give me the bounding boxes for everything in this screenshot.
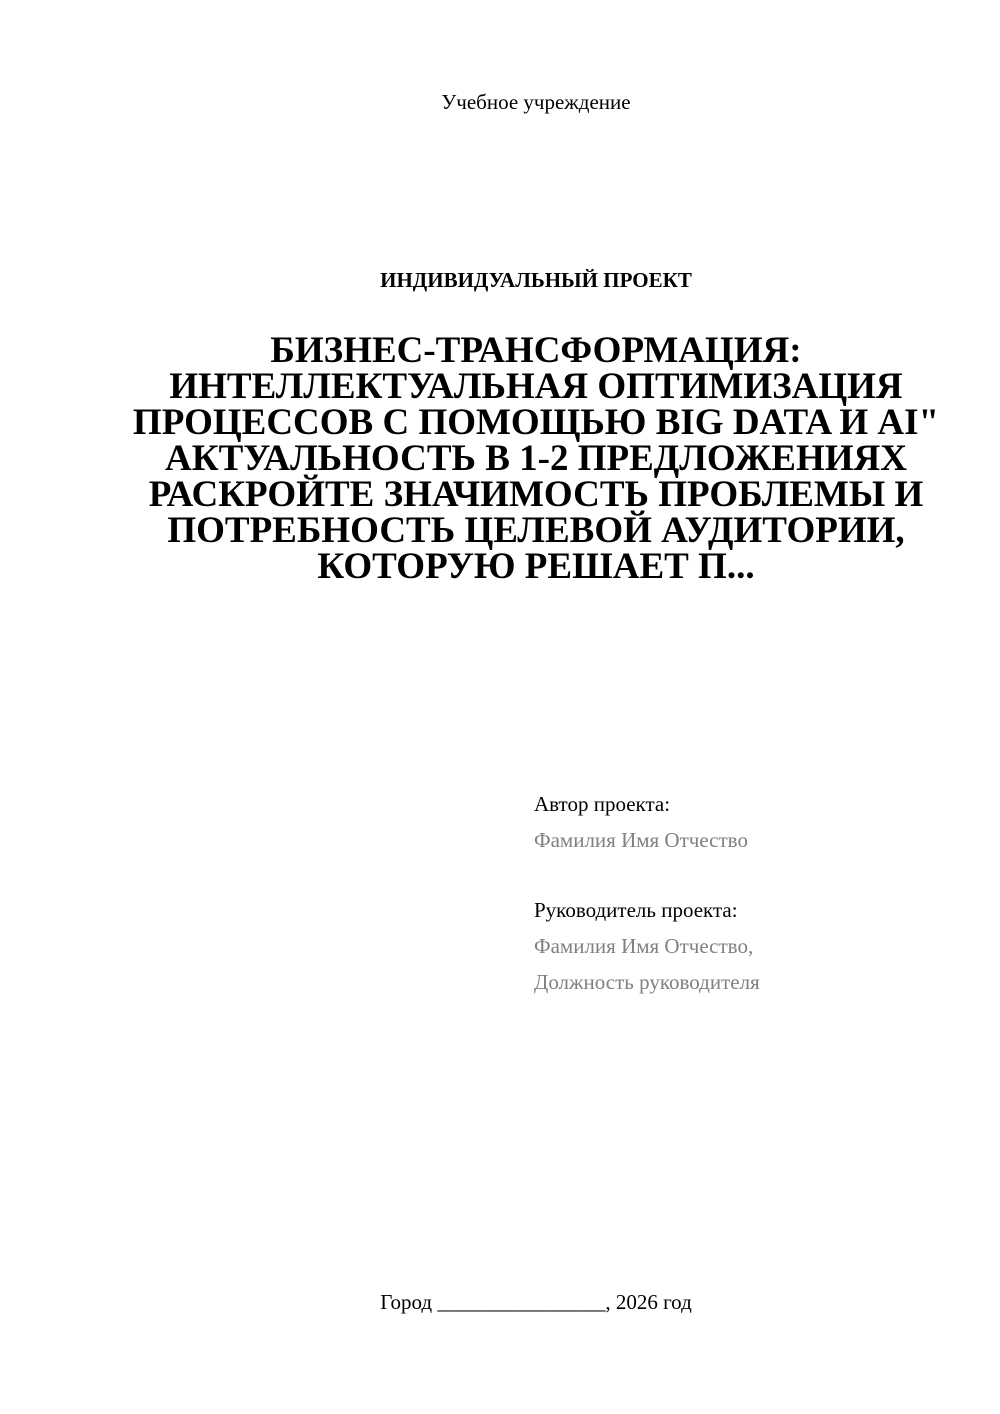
city-year-line: Город ________________, 2026 год <box>380 1290 692 1314</box>
supervisor-position: Должность руководителя <box>534 970 760 994</box>
supervisor-block <box>534 892 954 1000</box>
project-type-heading: ИНДИВИДУАЛЬНЫЙ ПРОЕКТ <box>380 268 692 292</box>
author-block <box>534 786 954 858</box>
supervisor-name: Фамилия Имя Отчество, <box>534 934 754 958</box>
project-title: БИЗНЕС-ТРАНСФОРМАЦИЯ: ИНТЕЛЛЕКТУАЛЬНАЯ ОПТИМИЗАЦИЯ ПРОЦЕССОВ С ПОМОЩЬЮ BIG DATA И AI" АКТУАЛЬНОСТЬ В 1-2 ПРЕДЛОЖЕНИЯХ РАСКРОЙТЕ ЗНАЧИМОСТЬ ПРОБЛЕМЫ И ПОТРЕБНОСТЬ ЦЕЛЕВОЙ АУДИТОРИИ, КОТОРУЮ РЕШАЕТ П... <box>132 330 940 587</box>
author-label: Автор проекта: <box>534 792 671 816</box>
institution-name: Учебное учреждение <box>441 90 631 114</box>
supervisor-label: Руководитель проекта: <box>534 898 738 922</box>
author-name: Фамилия Имя Отчество <box>534 828 748 852</box>
